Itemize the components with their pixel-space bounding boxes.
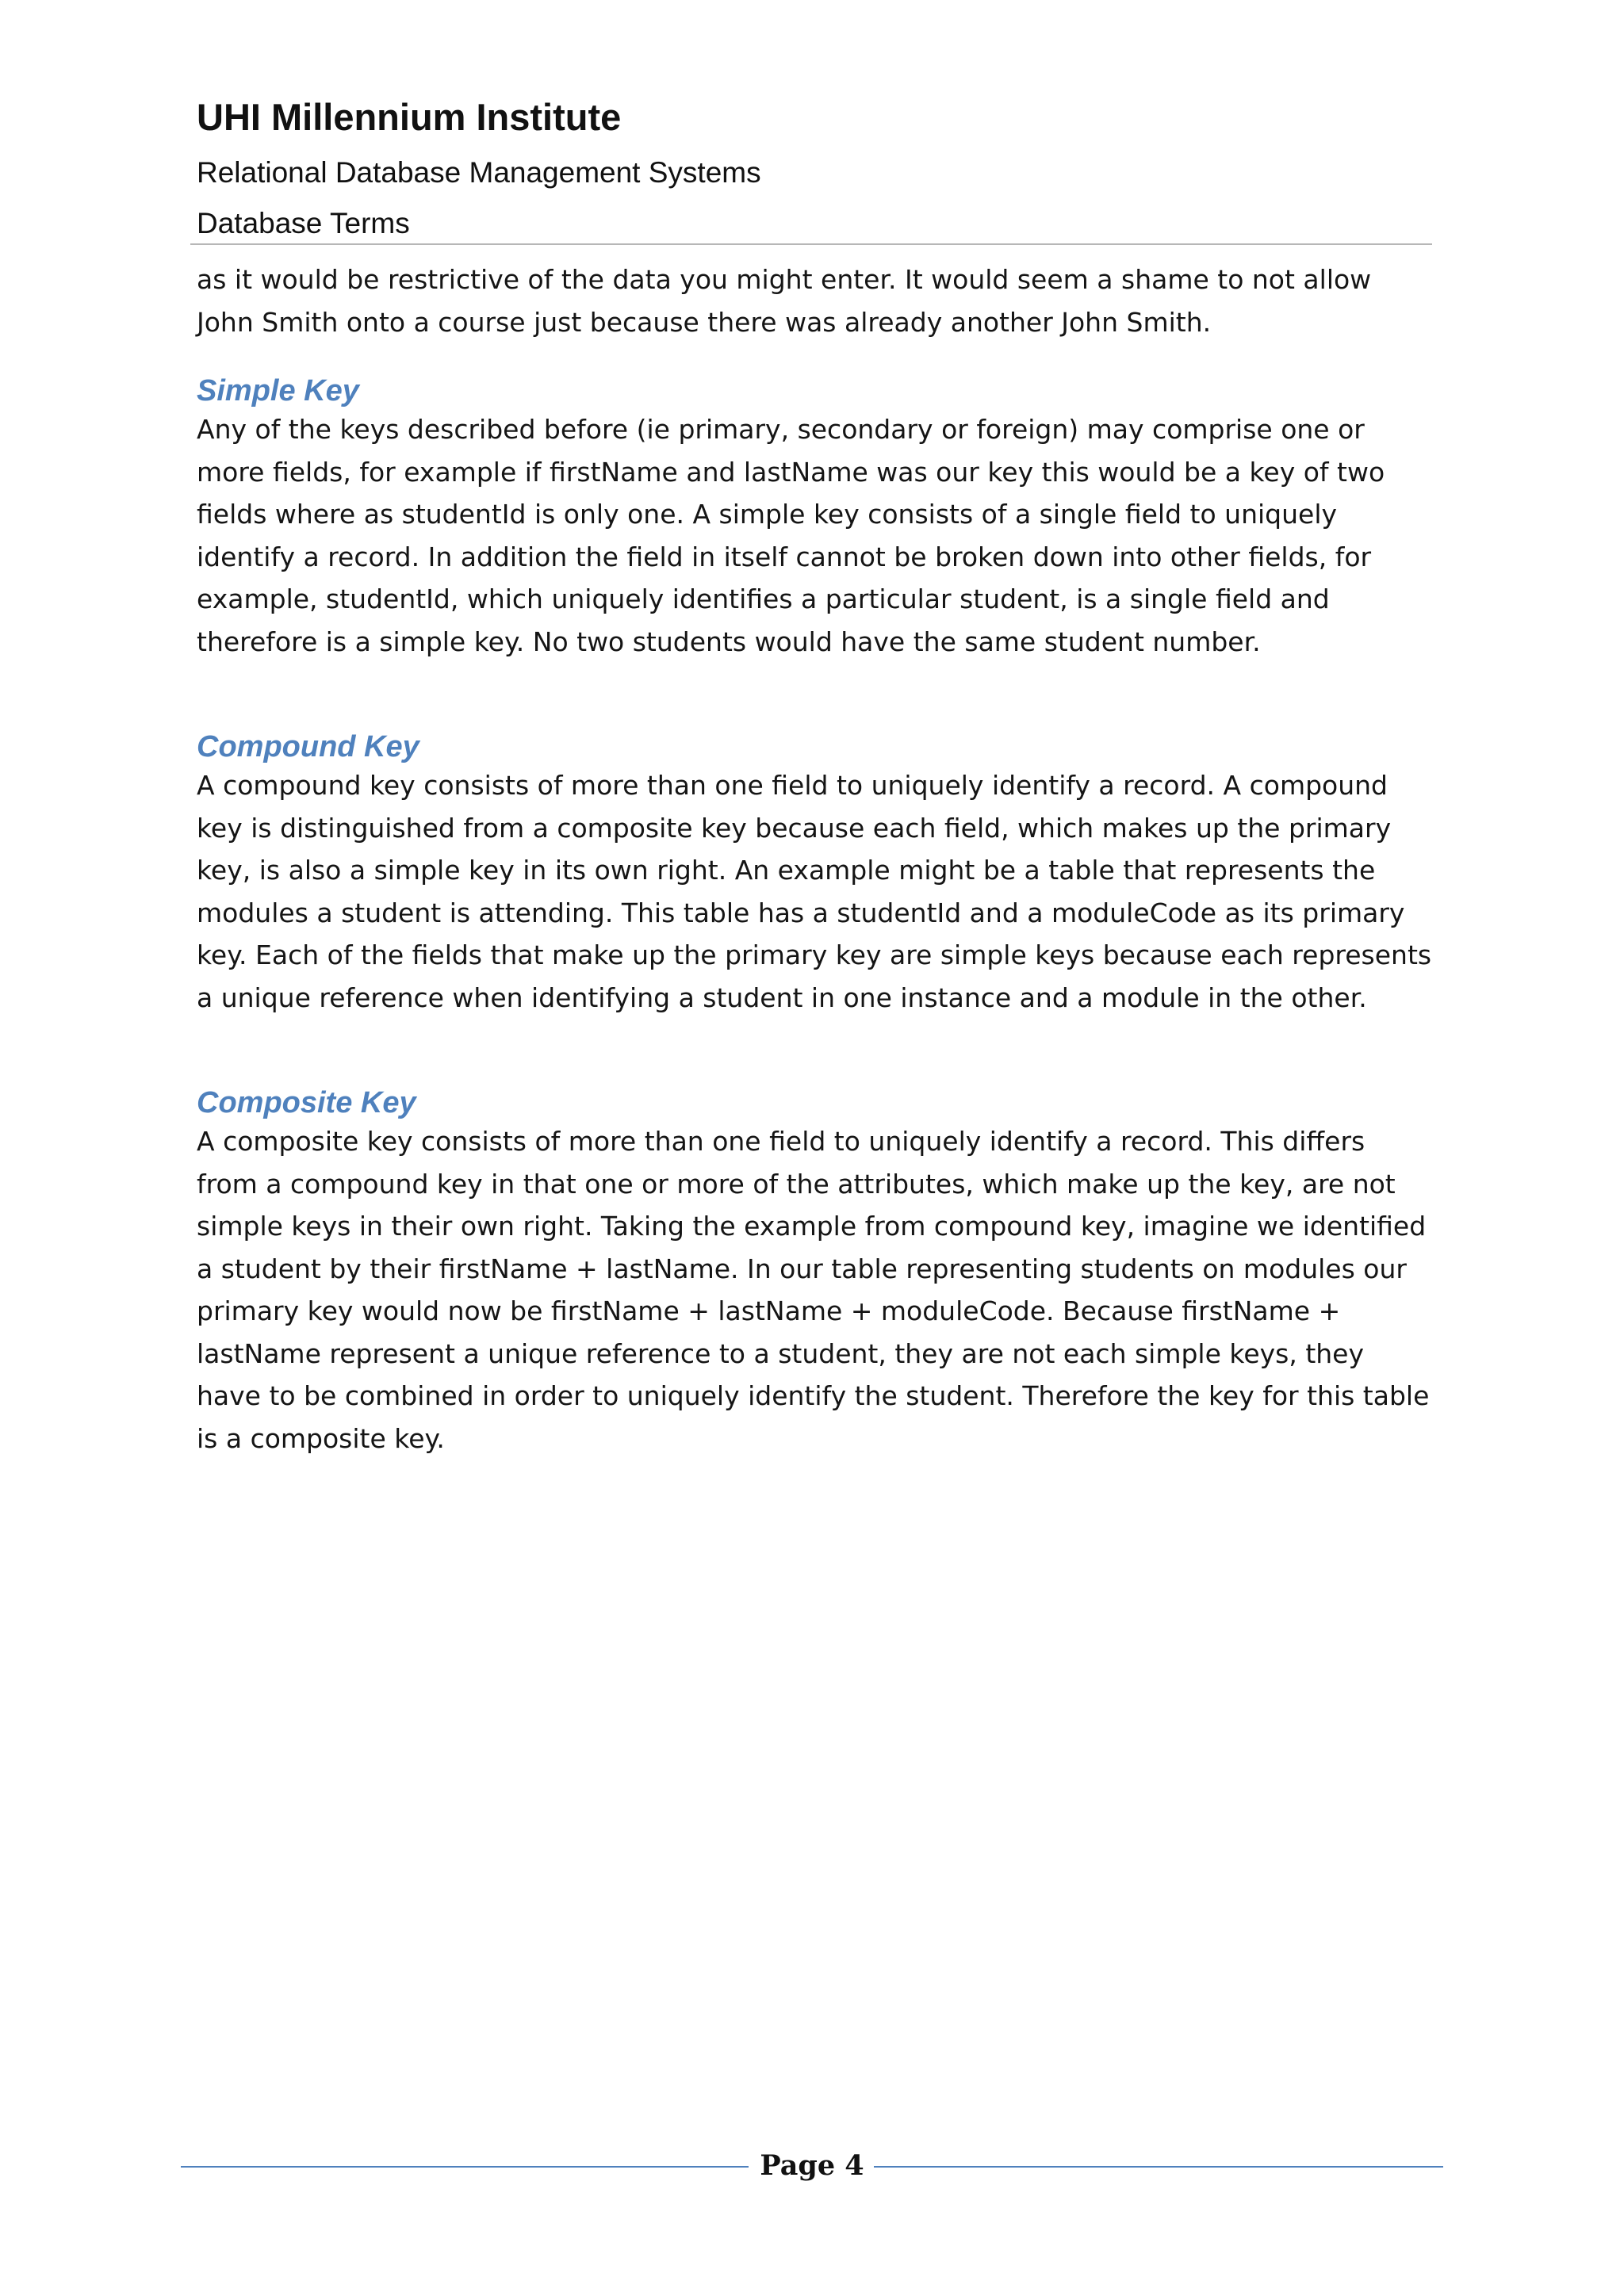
composite-key-heading: Composite Key <box>197 1086 416 1119</box>
compound-key-paragraph: A compound key consists of more than one field to uniquely identify a record. A compound key is distinguished from a composite key because each field, which makes up the primary key, is also a simple key in its own right. An example might be a table that represents the modules a student is attending. This table has a studentId and a moduleCode as its primary key. Each of the fields that make up the primary key are simple keys because each represents a unique reference when identifying a student in one instance and a module in the other. <box>197 770 1432 1013</box>
page-header <box>197 94 1434 243</box>
page-content <box>197 258 1434 1460</box>
composite-key-paragraph: A composite key consists of more than one field to uniquely identify a record. This differs from a compound key in that one or more of the attributes, which make up the key, are not simple keys in their own right. Taking the example from compound key, imagine we identified a student by their firstName + lastName. In our table representing students on modules our primary key would now be firstName + lastName + moduleCode. Because firstName + lastName represent a unique reference to a student, they are not each simple keys, they have to be combined in order to uniquely identify the student. Therefore the key for this table is a composite key. <box>197 1126 1430 1454</box>
intro-paragraph: as it would be restrictive of the data you might enter. It would seem a shame to not allow John Smith onto a course just because there was already another John Smith. <box>197 264 1372 338</box>
document-section-title: Database Terms <box>197 207 410 239</box>
simple-key-heading: Simple Key <box>197 374 359 408</box>
compound-key-heading: Compound Key <box>197 730 419 763</box>
page-footer <box>181 2144 1443 2191</box>
course-title: Relational Database Management Systems <box>197 156 761 189</box>
institution-title: UHI Millennium Institute <box>197 96 622 138</box>
page-number: Page 4 <box>760 2149 864 2182</box>
header-divider <box>190 243 1432 245</box>
footer-rule-right <box>874 2166 1443 2168</box>
simple-key-paragraph: Any of the keys described before (ie primary, secondary or foreign) may comprise one or more fields, for example if firstName and lastName was our key this would be a key of two fields where as studentId is only one. A simple key consists of a single field to uniquely identify a record. In addition the field in itself cannot be broken down into other fields, for example, studentId, which uniquely identifies a particular student, is a single field and therefore is a simple key. No two students would have the same student number. <box>197 414 1385 657</box>
footer-rule-left <box>181 2166 749 2168</box>
